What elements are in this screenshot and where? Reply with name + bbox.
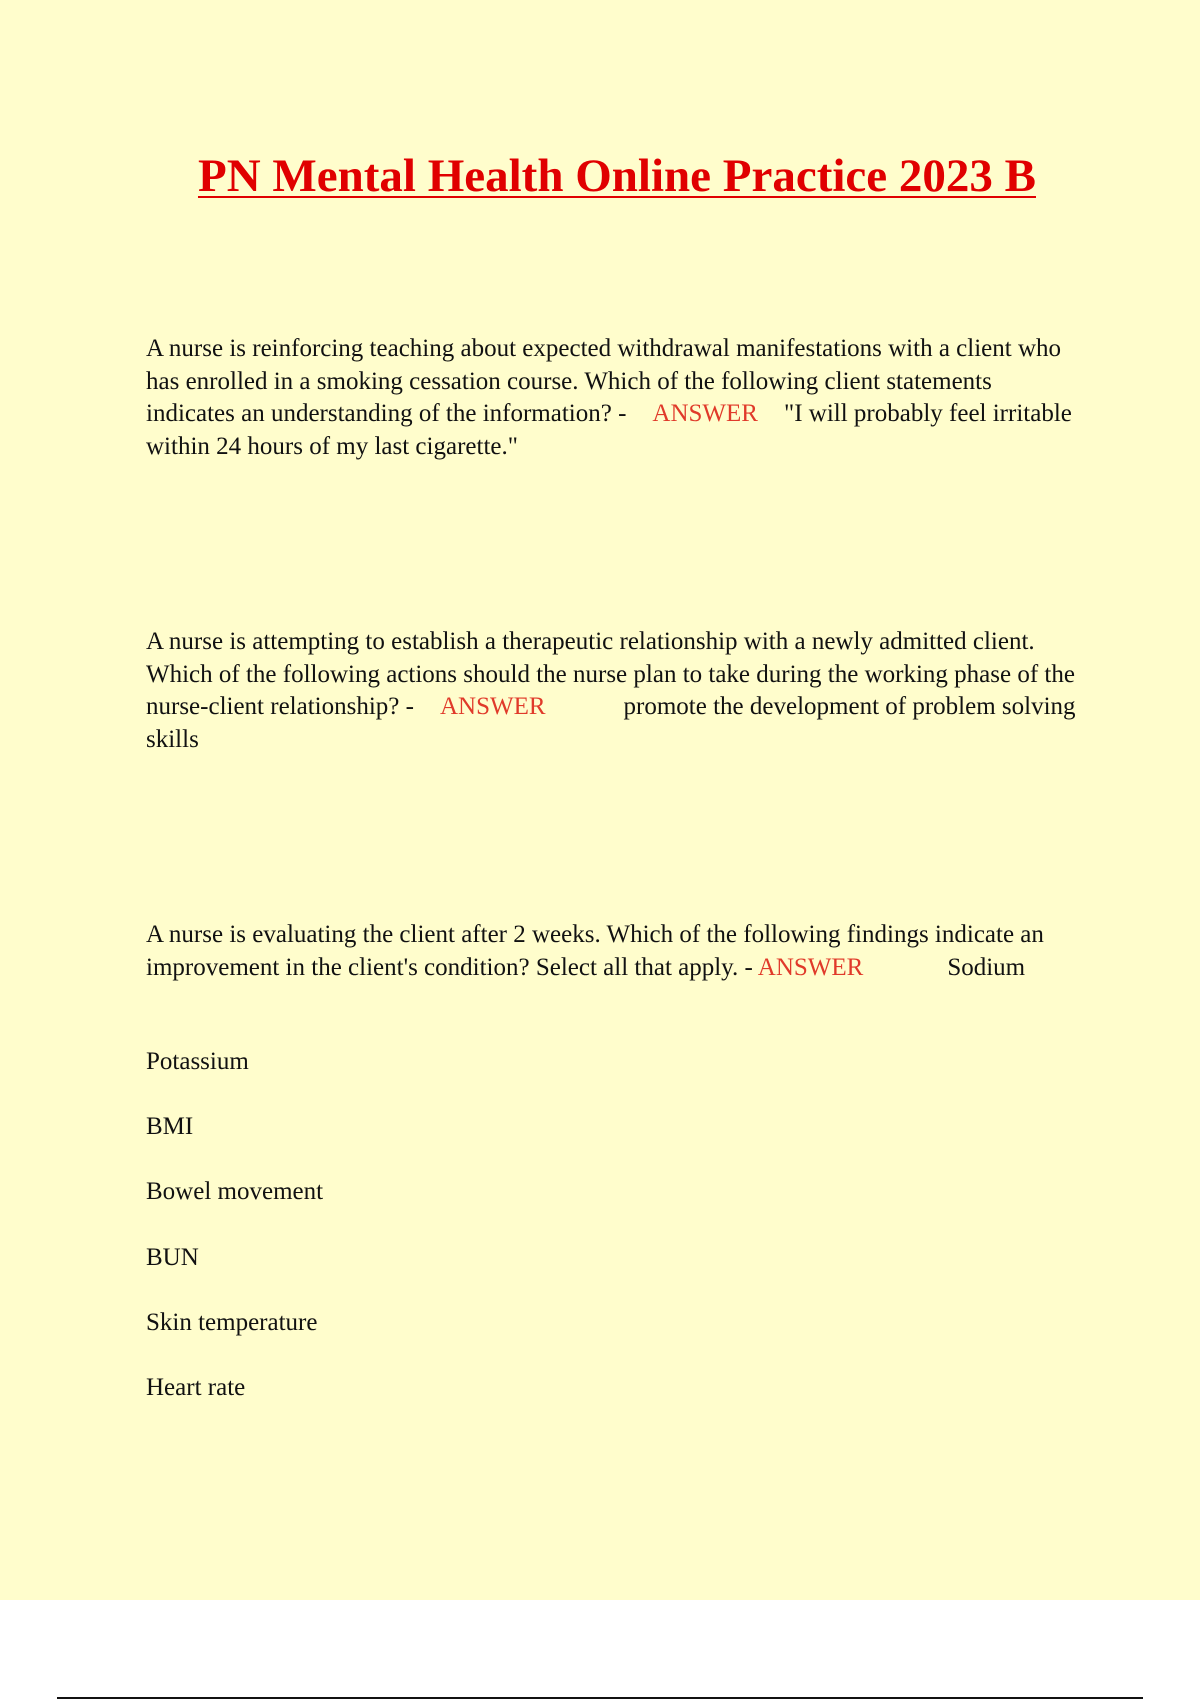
qa-item-1: [146, 333, 1076, 463]
answer-option: Skin temperature: [146, 1309, 318, 1336]
answer-option: Bowel movement: [146, 1178, 324, 1205]
answer-text: "I will probably feel irritable within 24 hours of my last cigarette.": [146, 400, 1072, 460]
answer-label: ANSWER: [652, 400, 758, 427]
answer-option: Potassium: [146, 1048, 249, 1075]
question-text: A nurse is evaluating the client after 2 weeks. Which of the following findings indicate an improvement in the client's condition? Select all that apply. -: [146, 921, 1044, 981]
answer-label: ANSWER: [757, 953, 864, 981]
question-text: A nurse is reinforcing teaching about expected withdrawal manifestations with a client who has enrolled in a smoking cessation course. Which of the following client statements indicates an understanding of the information? -: [146, 335, 1062, 427]
answer-text: Sodium: [947, 953, 1026, 981]
bottom-divider: [57, 1697, 1143, 1699]
answer-option: BMI: [146, 1113, 194, 1140]
qa-item-2: [146, 626, 1076, 756]
question-text: A nurse is attempting to establish a therapeutic relationship with a newly admitted client. Which of the following actions should the nurse plan to take during the working phase of the nurse-client relationship? -: [146, 628, 1075, 720]
answer-option: BUN: [146, 1244, 199, 1271]
page-title: PN Mental Health Online Practice 2023 B: [197, 150, 1036, 202]
answer-option: Heart rate: [146, 1374, 246, 1401]
answer-text: promote the development of problem solving skills: [146, 693, 1076, 753]
answer-label: ANSWER: [439, 693, 546, 720]
qa-item-3: [146, 919, 1076, 984]
